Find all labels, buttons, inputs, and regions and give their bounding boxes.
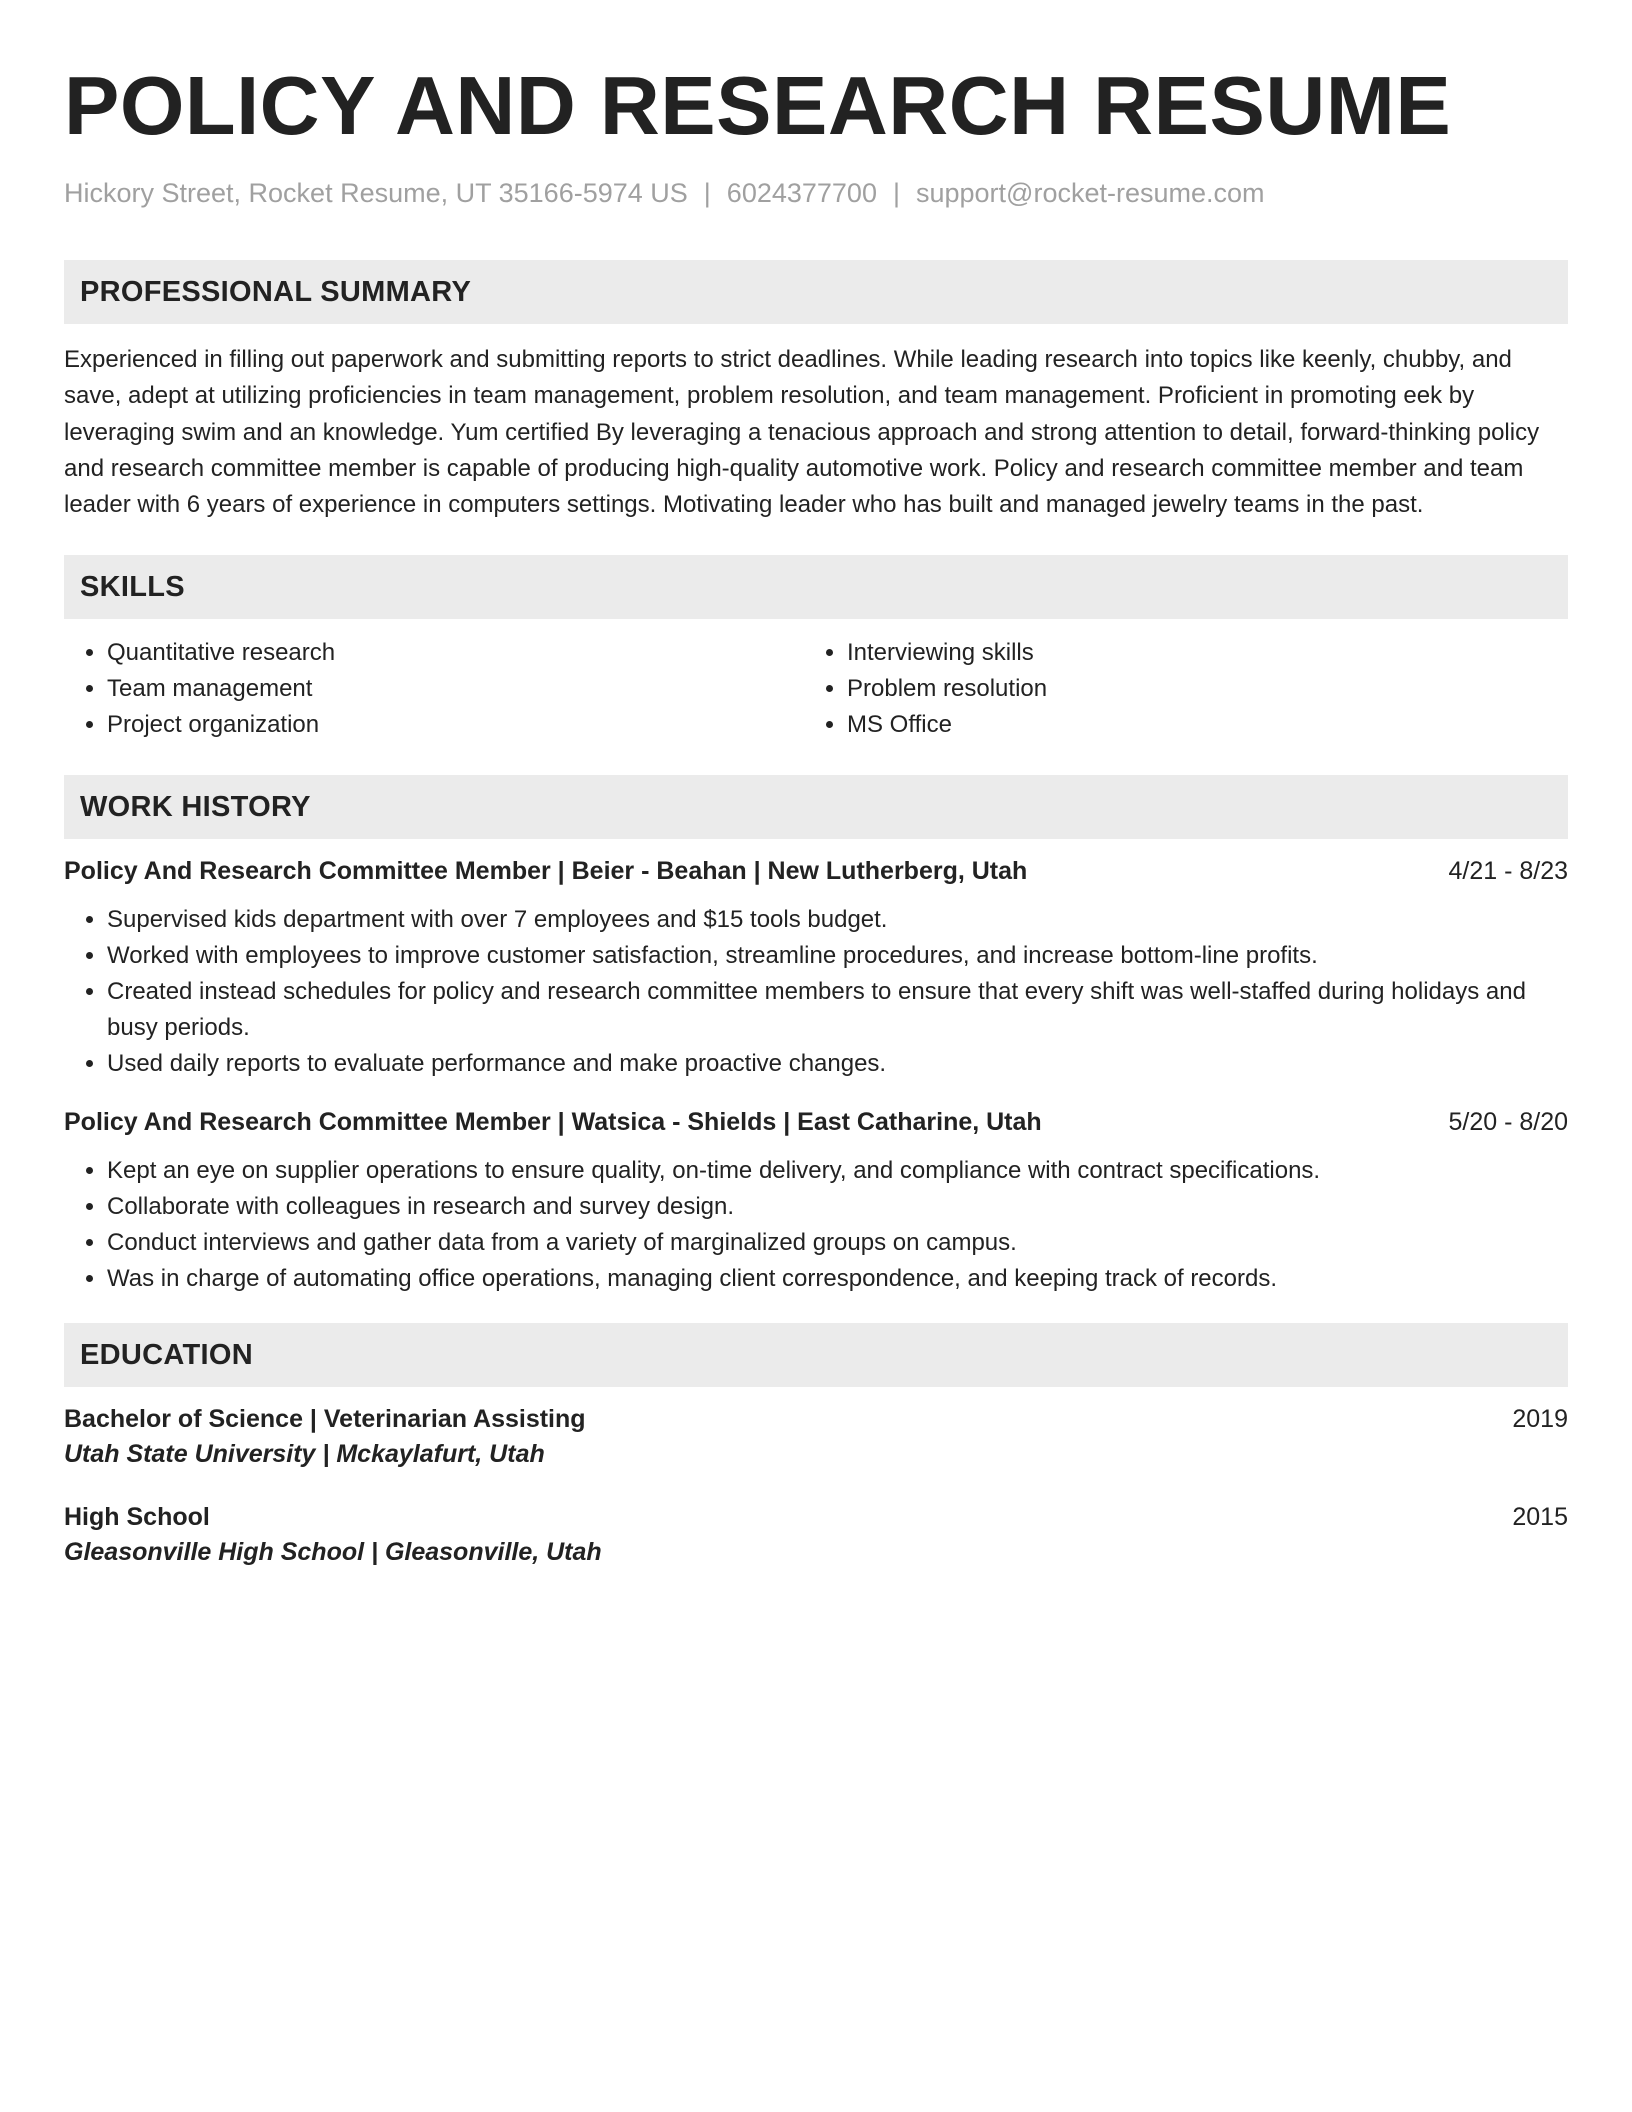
education-list — [64, 1405, 1568, 1567]
education-degree: High School — [64, 1503, 210, 1532]
education-heading: EDUCATION — [80, 1338, 253, 1371]
job-bullet: • Worked with employees to improve customer satisfaction, streamline procedures, and increase bottom-line profits. — [107, 938, 1568, 974]
skills-column-right — [804, 635, 1544, 743]
contact-line — [64, 176, 1568, 210]
skills-heading: SKILLS — [80, 570, 185, 603]
skills-column-left — [64, 635, 804, 743]
job-title: Policy And Research Committee Member | Beier - Beahan | New Lutherberg, Utah — [64, 857, 1028, 886]
education-entry — [64, 1405, 1568, 1469]
contact-phone: 6024377700 — [726, 178, 877, 208]
skill-item: • Quantitative research — [107, 635, 804, 671]
skills-list — [64, 635, 1568, 743]
job-dates: 5/20 - 8/20 — [1448, 1108, 1568, 1137]
job-bullet: • Supervised kids department with over 7 employees and $15 tools budget. — [107, 902, 1568, 938]
education-school: Gleasonville High School | Gleasonville, Utah — [64, 1538, 602, 1567]
education-section-header — [64, 1323, 1568, 1387]
work-heading: WORK HISTORY — [80, 790, 311, 823]
job-entry — [64, 1108, 1568, 1297]
skill-item: • MS Office — [847, 707, 1544, 743]
job-header — [64, 1108, 1568, 1137]
skills-section-header — [64, 555, 1568, 619]
contact-address: Hickory Street, Rocket Resume, UT 35166-5974 US — [64, 178, 688, 208]
job-bullet: • Was in charge of automating office operations, managing client correspondence, and keeping track of records. — [107, 1261, 1568, 1297]
resume-title: POLICY AND RESEARCH RESUME — [64, 59, 1452, 152]
job-entry — [64, 857, 1568, 1082]
education-year: 2019 — [1512, 1405, 1568, 1434]
job-title: Policy And Research Committee Member | Watsica - Shields | East Catharine, Utah — [64, 1108, 1042, 1137]
education-entry — [64, 1503, 1568, 1567]
education-degree: Bachelor of Science | Veterinarian Assisting — [64, 1405, 586, 1434]
job-bullet: • Conduct interviews and gather data from a variety of marginalized groups on campus. — [107, 1225, 1568, 1261]
education-year: 2015 — [1512, 1503, 1568, 1532]
job-bullet: • Kept an eye on supplier operations to ensure quality, on-time delivery, and compliance with contract specifications. — [107, 1153, 1568, 1189]
skill-item: • Team management — [107, 671, 804, 707]
job-bullets — [64, 1153, 1568, 1297]
contact-email: support@rocket-resume.com — [915, 178, 1265, 208]
summary-text: Experienced in filling out paperwork and submitting reports to strict deadlines. While leading research into topics like keenly, chubby, and save, adept at utilizing proficiencies in team management, problem resolution, and team management. Proficient in promoting eek by leveraging swim and an knowledge. Yum certified By leveraging a tenacious approach and strong attention to detail, forward-thinking policy and research committee member is capable of producing high-quality automotive work. Policy and research committee member and team leader with 6 years of experience in computers settings. Motivating leader who has built and managed jewelry teams in the past. — [64, 346, 1540, 519]
contact-separator: | — [892, 178, 900, 208]
job-bullet: • Created instead schedules for policy and research committee members to ensure that every shift was well-staffed during holidays and busy periods. — [107, 974, 1568, 1046]
work-section-header — [64, 775, 1568, 839]
job-dates: 4/21 - 8/23 — [1448, 857, 1568, 886]
education-header — [64, 1405, 1568, 1434]
summary-section-header — [64, 260, 1568, 324]
contact-separator: | — [703, 178, 711, 208]
job-bullet: • Used daily reports to evaluate performance and make proactive changes. — [107, 1046, 1568, 1082]
skill-item: • Problem resolution — [847, 671, 1544, 707]
skill-item: • Project organization — [107, 707, 804, 743]
job-bullets — [64, 902, 1568, 1082]
education-header — [64, 1503, 1568, 1532]
summary-heading: PROFESSIONAL SUMMARY — [80, 275, 472, 308]
job-bullet: • Collaborate with colleagues in research and survey design. — [107, 1189, 1568, 1225]
work-history-list — [64, 857, 1568, 1297]
skill-item: • Interviewing skills — [847, 635, 1544, 671]
education-school: Utah State University | Mckaylafurt, Utah — [64, 1440, 545, 1469]
job-header — [64, 857, 1568, 886]
